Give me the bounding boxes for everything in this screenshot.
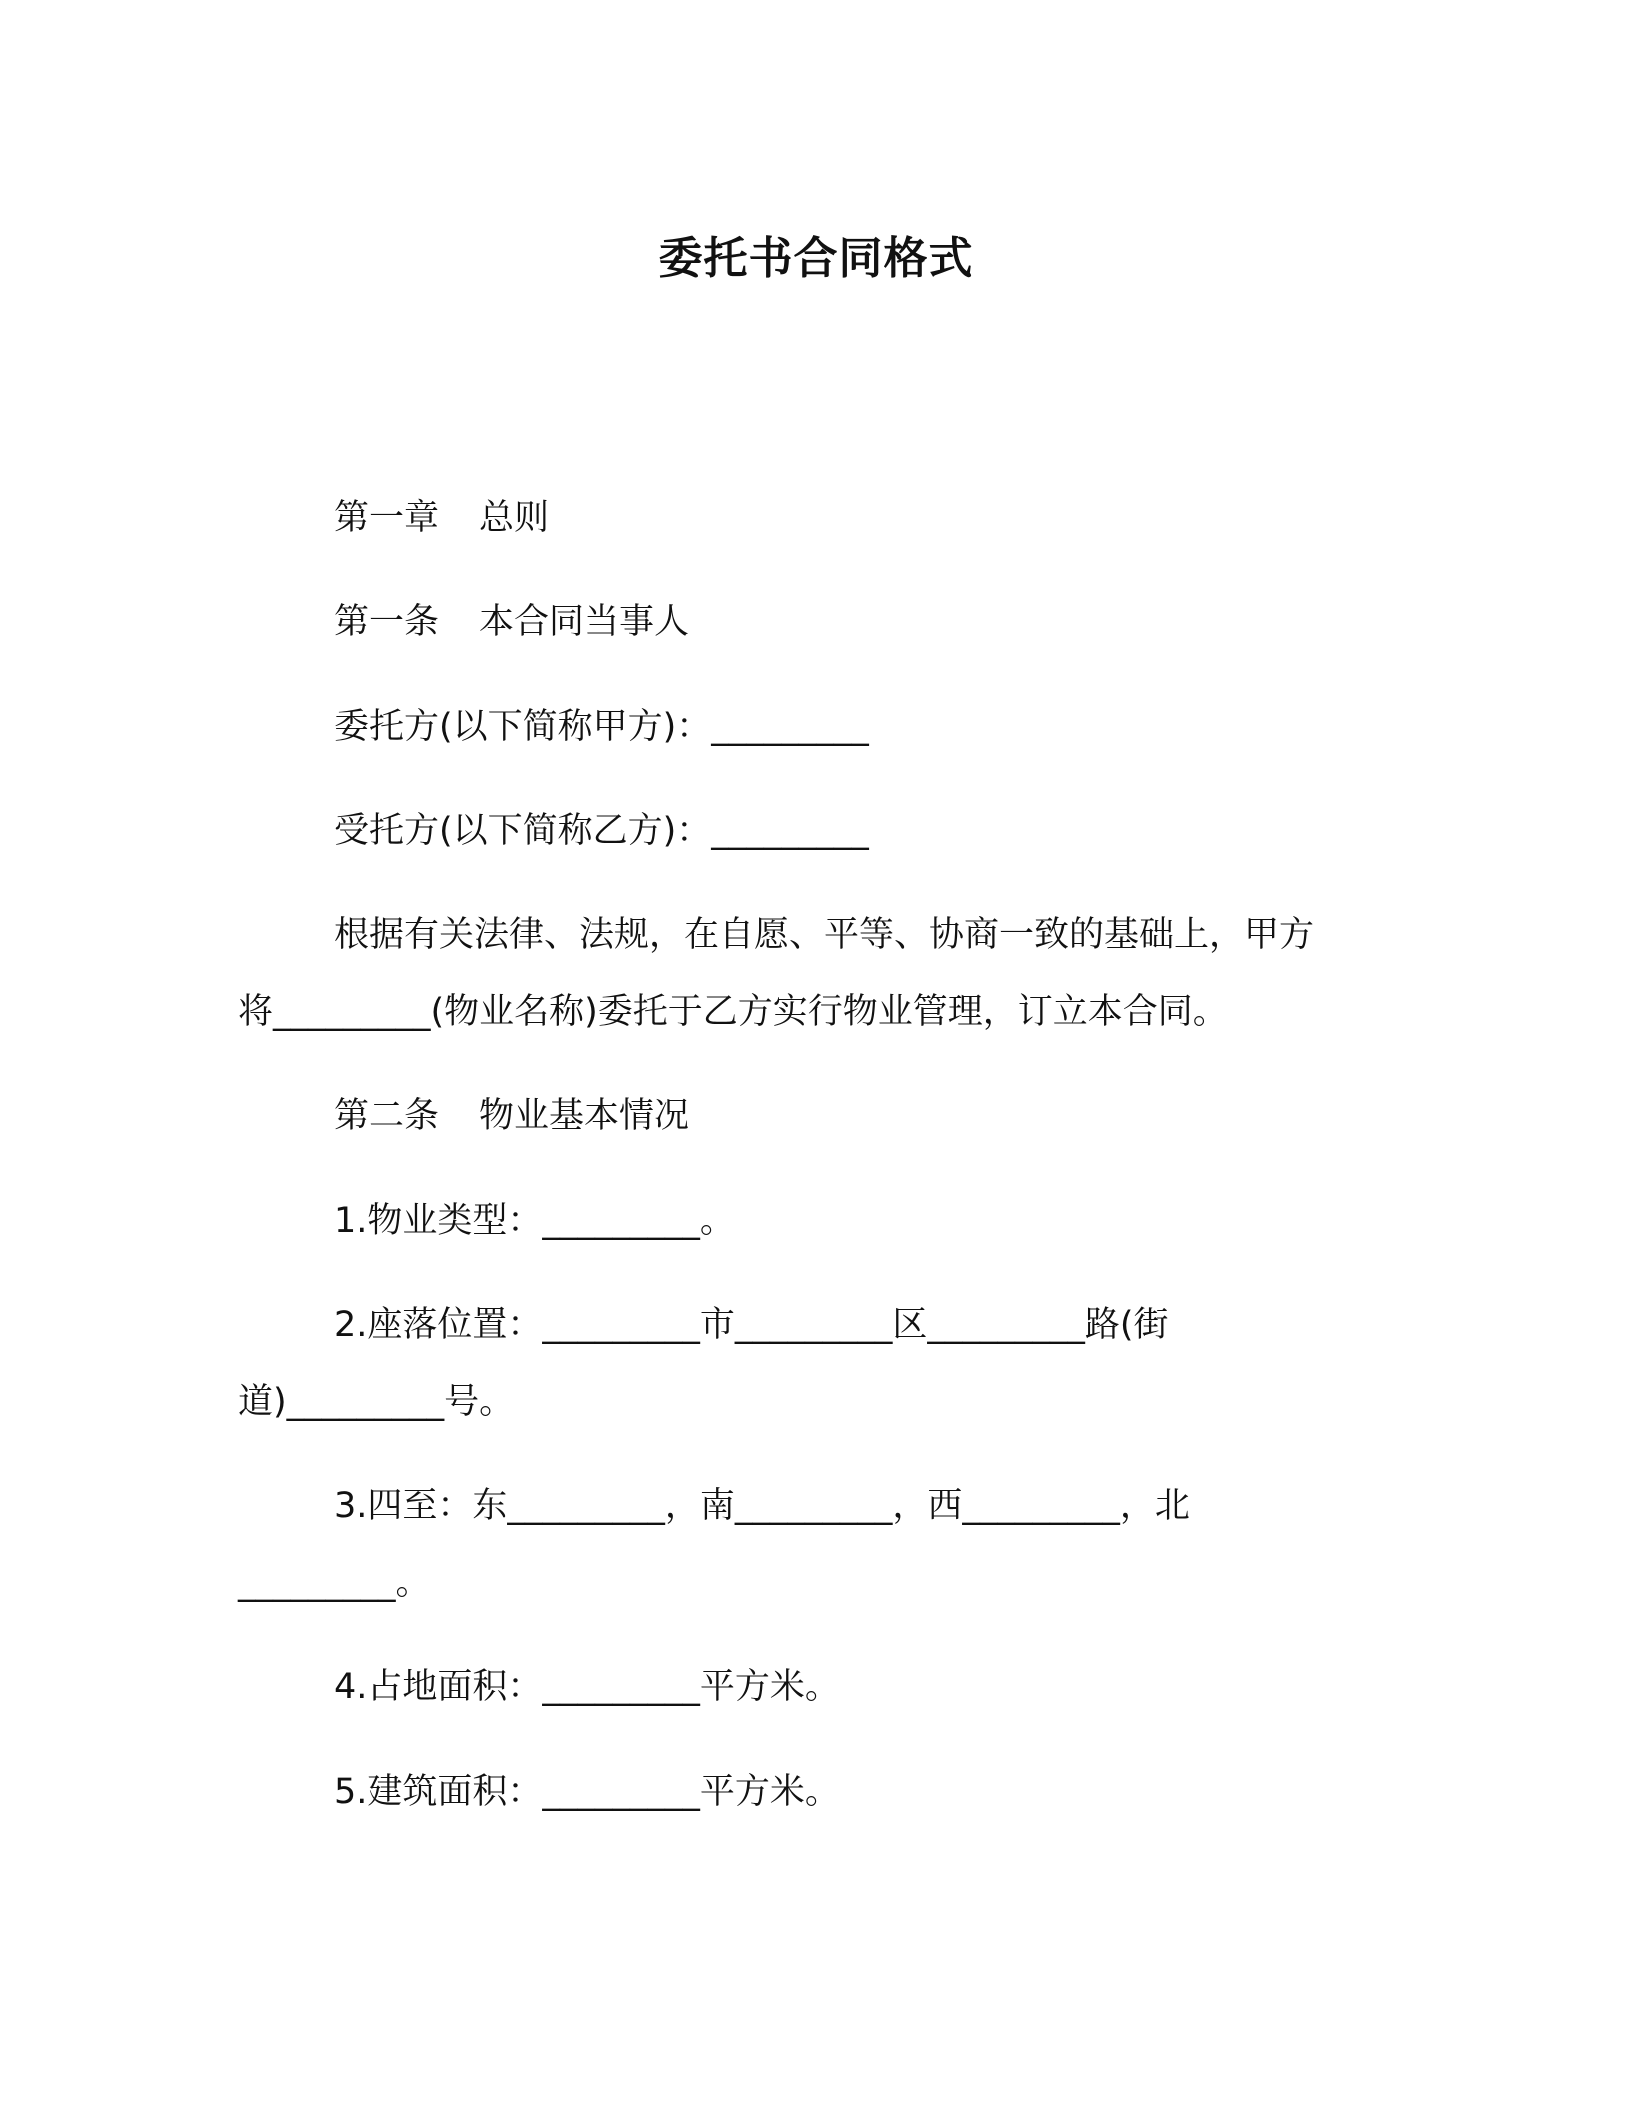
article-2-name: 物业基本情况 (479, 1096, 690, 1136)
basis-paragraph-line-1: 根据有关法律、法规，在自愿、平等、协商一致的基础上，甲方 (334, 915, 1315, 955)
chapter-number: 第一章 (334, 498, 440, 538)
article-1-heading (334, 598, 689, 646)
item-4-land-area: 4.占地面积：_________平方米。 (334, 1667, 840, 1707)
item-3-boundaries-line-1: 3.四至：东_________，南_________，西_________，北 (334, 1486, 1190, 1526)
party-a-line: 委托方(以下简称甲方)：_________ (334, 707, 869, 747)
basis-paragraph-line-2: 将_________(物业名称)委托于乙方实行物业管理，订立本合同。 (238, 992, 1228, 1032)
item-3-boundaries-line-2: _________。 (238, 1563, 431, 1603)
article-2-number: 第二条 (334, 1096, 440, 1136)
article-2-heading (334, 1092, 689, 1140)
article-1-number: 第一条 (334, 602, 440, 642)
item-2-location-line-2: 道)_________号。 (238, 1382, 515, 1422)
item-1-property-type: 1.物业类型：_________。 (334, 1201, 735, 1241)
document-title: 委托书合同格式 (658, 233, 974, 284)
item-5-building-area: 5.建筑面积：_________平方米。 (334, 1772, 840, 1812)
chapter-heading (334, 494, 549, 542)
item-2-location-line-1: 2.座落位置：_________市_________区_________路(街 (334, 1305, 1169, 1345)
chapter-name: 总则 (479, 498, 550, 538)
article-1-name: 本合同当事人 (479, 602, 690, 642)
party-b-line: 受托方(以下简称乙方)：_________ (334, 811, 869, 851)
